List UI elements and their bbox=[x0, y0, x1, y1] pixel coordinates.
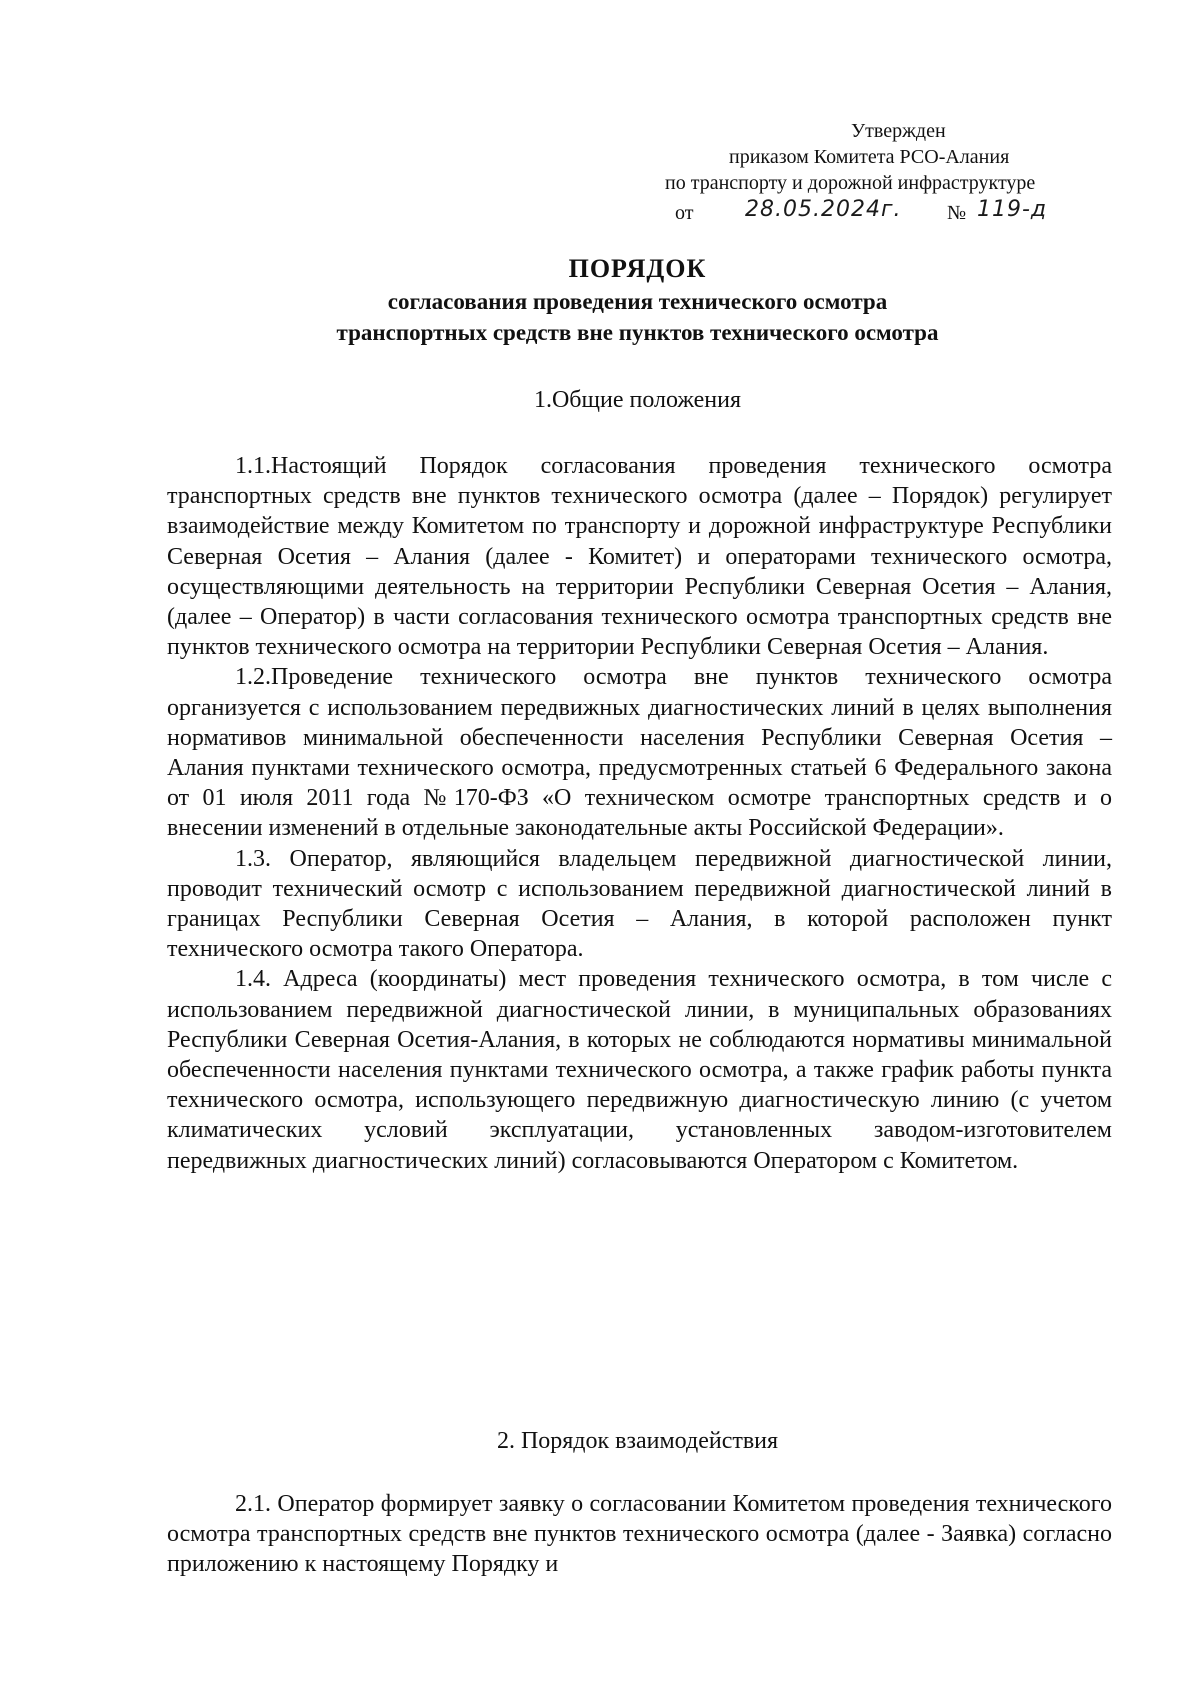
approval-line-committee: по транспорту и дорожной инфраструктуре bbox=[665, 172, 1036, 194]
approval-line-approved: Утвержден bbox=[851, 120, 946, 142]
approval-number-handwritten: 119-д bbox=[977, 197, 1048, 222]
approval-number-label: № bbox=[947, 202, 967, 224]
document-title bbox=[150, 252, 1125, 348]
paragraph-1-1: 1.1.Настоящий Порядок согласования проведения технического осмотра транспортных средств вне пунктов технического осмотра (далее – Порядок) регулирует взаимодействие между Комитетом по транспорту и дорожной инфраструктуре Республики Северная Осетия – Алания (далее - Комитет) и операторами технического осмотра, осуществляющими деятельность на территории Республики Северная Осетия – Алания, (далее – Оператор) в части согласования технического осмотра транспортных средств вне пунктов технического осмотра на территории Республики Северная Осетия – Алания. bbox=[167, 453, 1112, 661]
section-2-body bbox=[167, 1489, 1112, 1580]
approval-from-label: от bbox=[675, 202, 694, 224]
paragraph-1-2: 1.2.Проведение технического осмотра вне пунктов технического осмотра организуется с использованием передвижных диагностических линий в целях выполнения нормативов минимальной обеспеченности населения Республики Северная Осетия – Алания пунктами технического осмотра, предусмотренных статьей 6 Федерального закона от 01 июля 2011 года №170-ФЗ «О техническом осмотре транспортных средств и о внесении изменений в отдельные законодательные акты Российской Федерации». bbox=[167, 664, 1112, 842]
section-2-heading: 2. Порядок взаимодействия bbox=[496, 1428, 779, 1454]
section-1-heading: 1.Общие положения bbox=[533, 387, 742, 413]
approval-line-date-number bbox=[655, 196, 1095, 226]
approval-stamp-block bbox=[655, 118, 1095, 226]
title-subtitle-line-1: согласования проведения технического осмотра bbox=[387, 289, 888, 314]
paragraph-2-1: 2.1. Оператор формирует заявку о согласовании Комитетом проведения технического осмотра транспортных средств вне пунктов технического осмотра (далее - Заявка) согласно приложению к настоящему Порядку и bbox=[167, 1491, 1112, 1578]
paragraph-1-4: 1.4. Адреса (координаты) мест проведения технического осмотра, в том числе с использованием передвижной диагностической линии, в муниципальных образованиях Республики Северная Осетия-Алания, в которых не соблюдаются нормативы минимальной обеспеченности населения пунктами технического осмотра, а также график работы пункта технического осмотра, использующего передвижную диагностическую линию (с учетом климатических условий эксплуатации, установленных заводом-изготовителем передвижных диагностических линий) согласовываются Оператором с Комитетом. bbox=[167, 966, 1112, 1174]
section-1-body bbox=[167, 451, 1112, 1176]
paragraph-1-3: 1.3. Оператор, являющийся владельцем передвижной диагностической линии, проводит технический осмотр с использованием передвижной диагностической линий в границах Республики Северная Осетия – Алания, в которой расположен пункт технического осмотра такого Оператора. bbox=[167, 845, 1112, 963]
title-subtitle-line-2: транспортных средств вне пунктов технического осмотра bbox=[336, 320, 939, 345]
approval-date-handwritten: 28.05.2024г. bbox=[745, 197, 902, 222]
title-main: ПОРЯДОК bbox=[568, 254, 707, 283]
approval-line-order: приказом Комитета РСО-Алания bbox=[729, 146, 1010, 168]
